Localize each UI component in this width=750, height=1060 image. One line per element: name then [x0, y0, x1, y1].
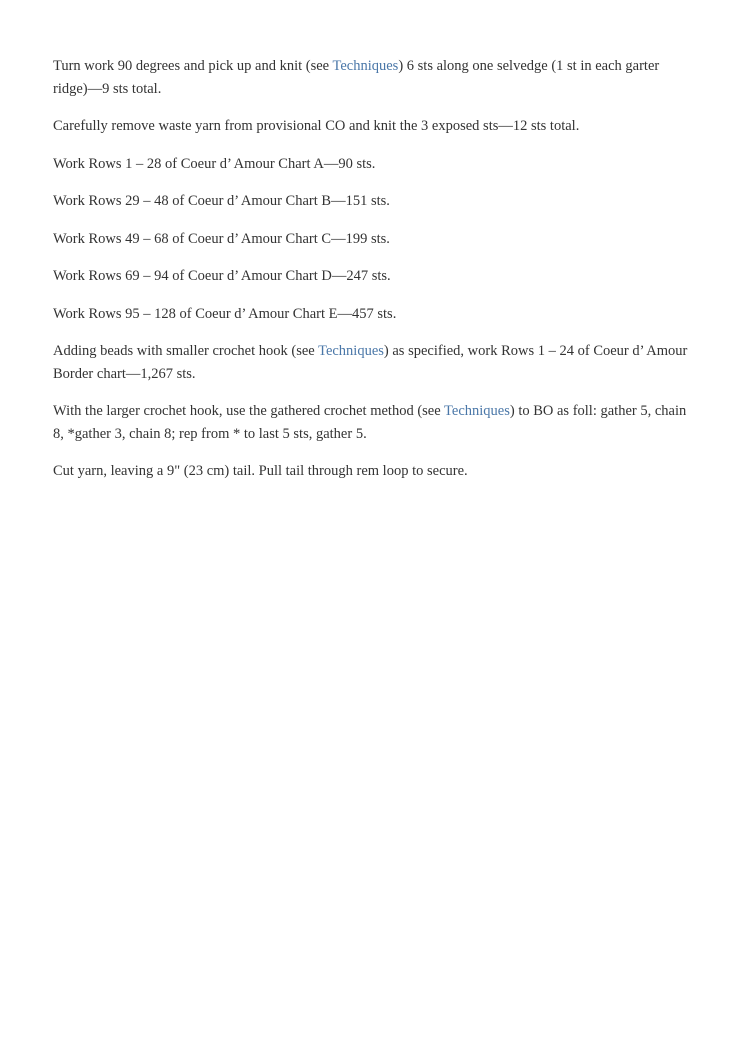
- paragraph-text: ) to BO as foll: gather 5, chain 8, *gather 3, chain 8; rep from * to last 5 sts, gather 5.: [53, 403, 687, 442]
- techniques-link[interactable]: Techniques: [332, 58, 399, 74]
- paragraph-text: Adding beads with smaller crochet hook (see: [53, 343, 319, 359]
- paragraph-chart-d: Work Rows 69 – 94 of Coeur d’ Amour Chart D—247 sts.: [53, 268, 391, 284]
- paragraph-chart-e: Work Rows 95 – 128 of Coeur d’ Amour Chart E—457 sts.: [53, 305, 397, 322]
- instructions-body: [53, 55, 693, 498]
- paragraph-border-beads: [53, 340, 693, 385]
- paragraph-pick-up: [53, 55, 693, 100]
- paragraph-remove-waste-yarn: Carefully remove waste yarn from provisional CO and knit the 3 exposed sts—12 sts total.: [53, 118, 580, 134]
- paragraph-text: With the larger crochet hook, use the gathered crochet method (see: [53, 403, 445, 419]
- paragraph-text: Turn work 90 degrees and pick up and knit (see: [53, 58, 333, 74]
- paragraph-chart-b: Work Rows 29 – 48 of Coeur d’ Amour Chart B—151 sts.: [53, 193, 390, 209]
- techniques-link[interactable]: Techniques: [444, 403, 510, 419]
- paragraph-cut-yarn: Cut yarn, leaving a 9" (23 cm) tail. Pull tail through rem loop to secure.: [53, 463, 468, 479]
- paragraph-chart-c: Work Rows 49 – 68 of Coeur d’ Amour Chart C—199 sts.: [53, 230, 390, 247]
- paragraph-text: ) as specified, work Rows 1 – 24 of Coeur d’ Amour Border chart—1,267 sts.: [53, 343, 688, 382]
- paragraph-text: ) 6 sts along one selvedge (1 st in each garter ridge)—9 sts total.: [53, 58, 660, 97]
- paragraph-chart-a: Work Rows 1 – 28 of Coeur d’ Amour Chart A—90 sts.: [53, 155, 376, 172]
- techniques-link[interactable]: Techniques: [318, 343, 384, 359]
- paragraph-bind-off: [53, 400, 693, 445]
